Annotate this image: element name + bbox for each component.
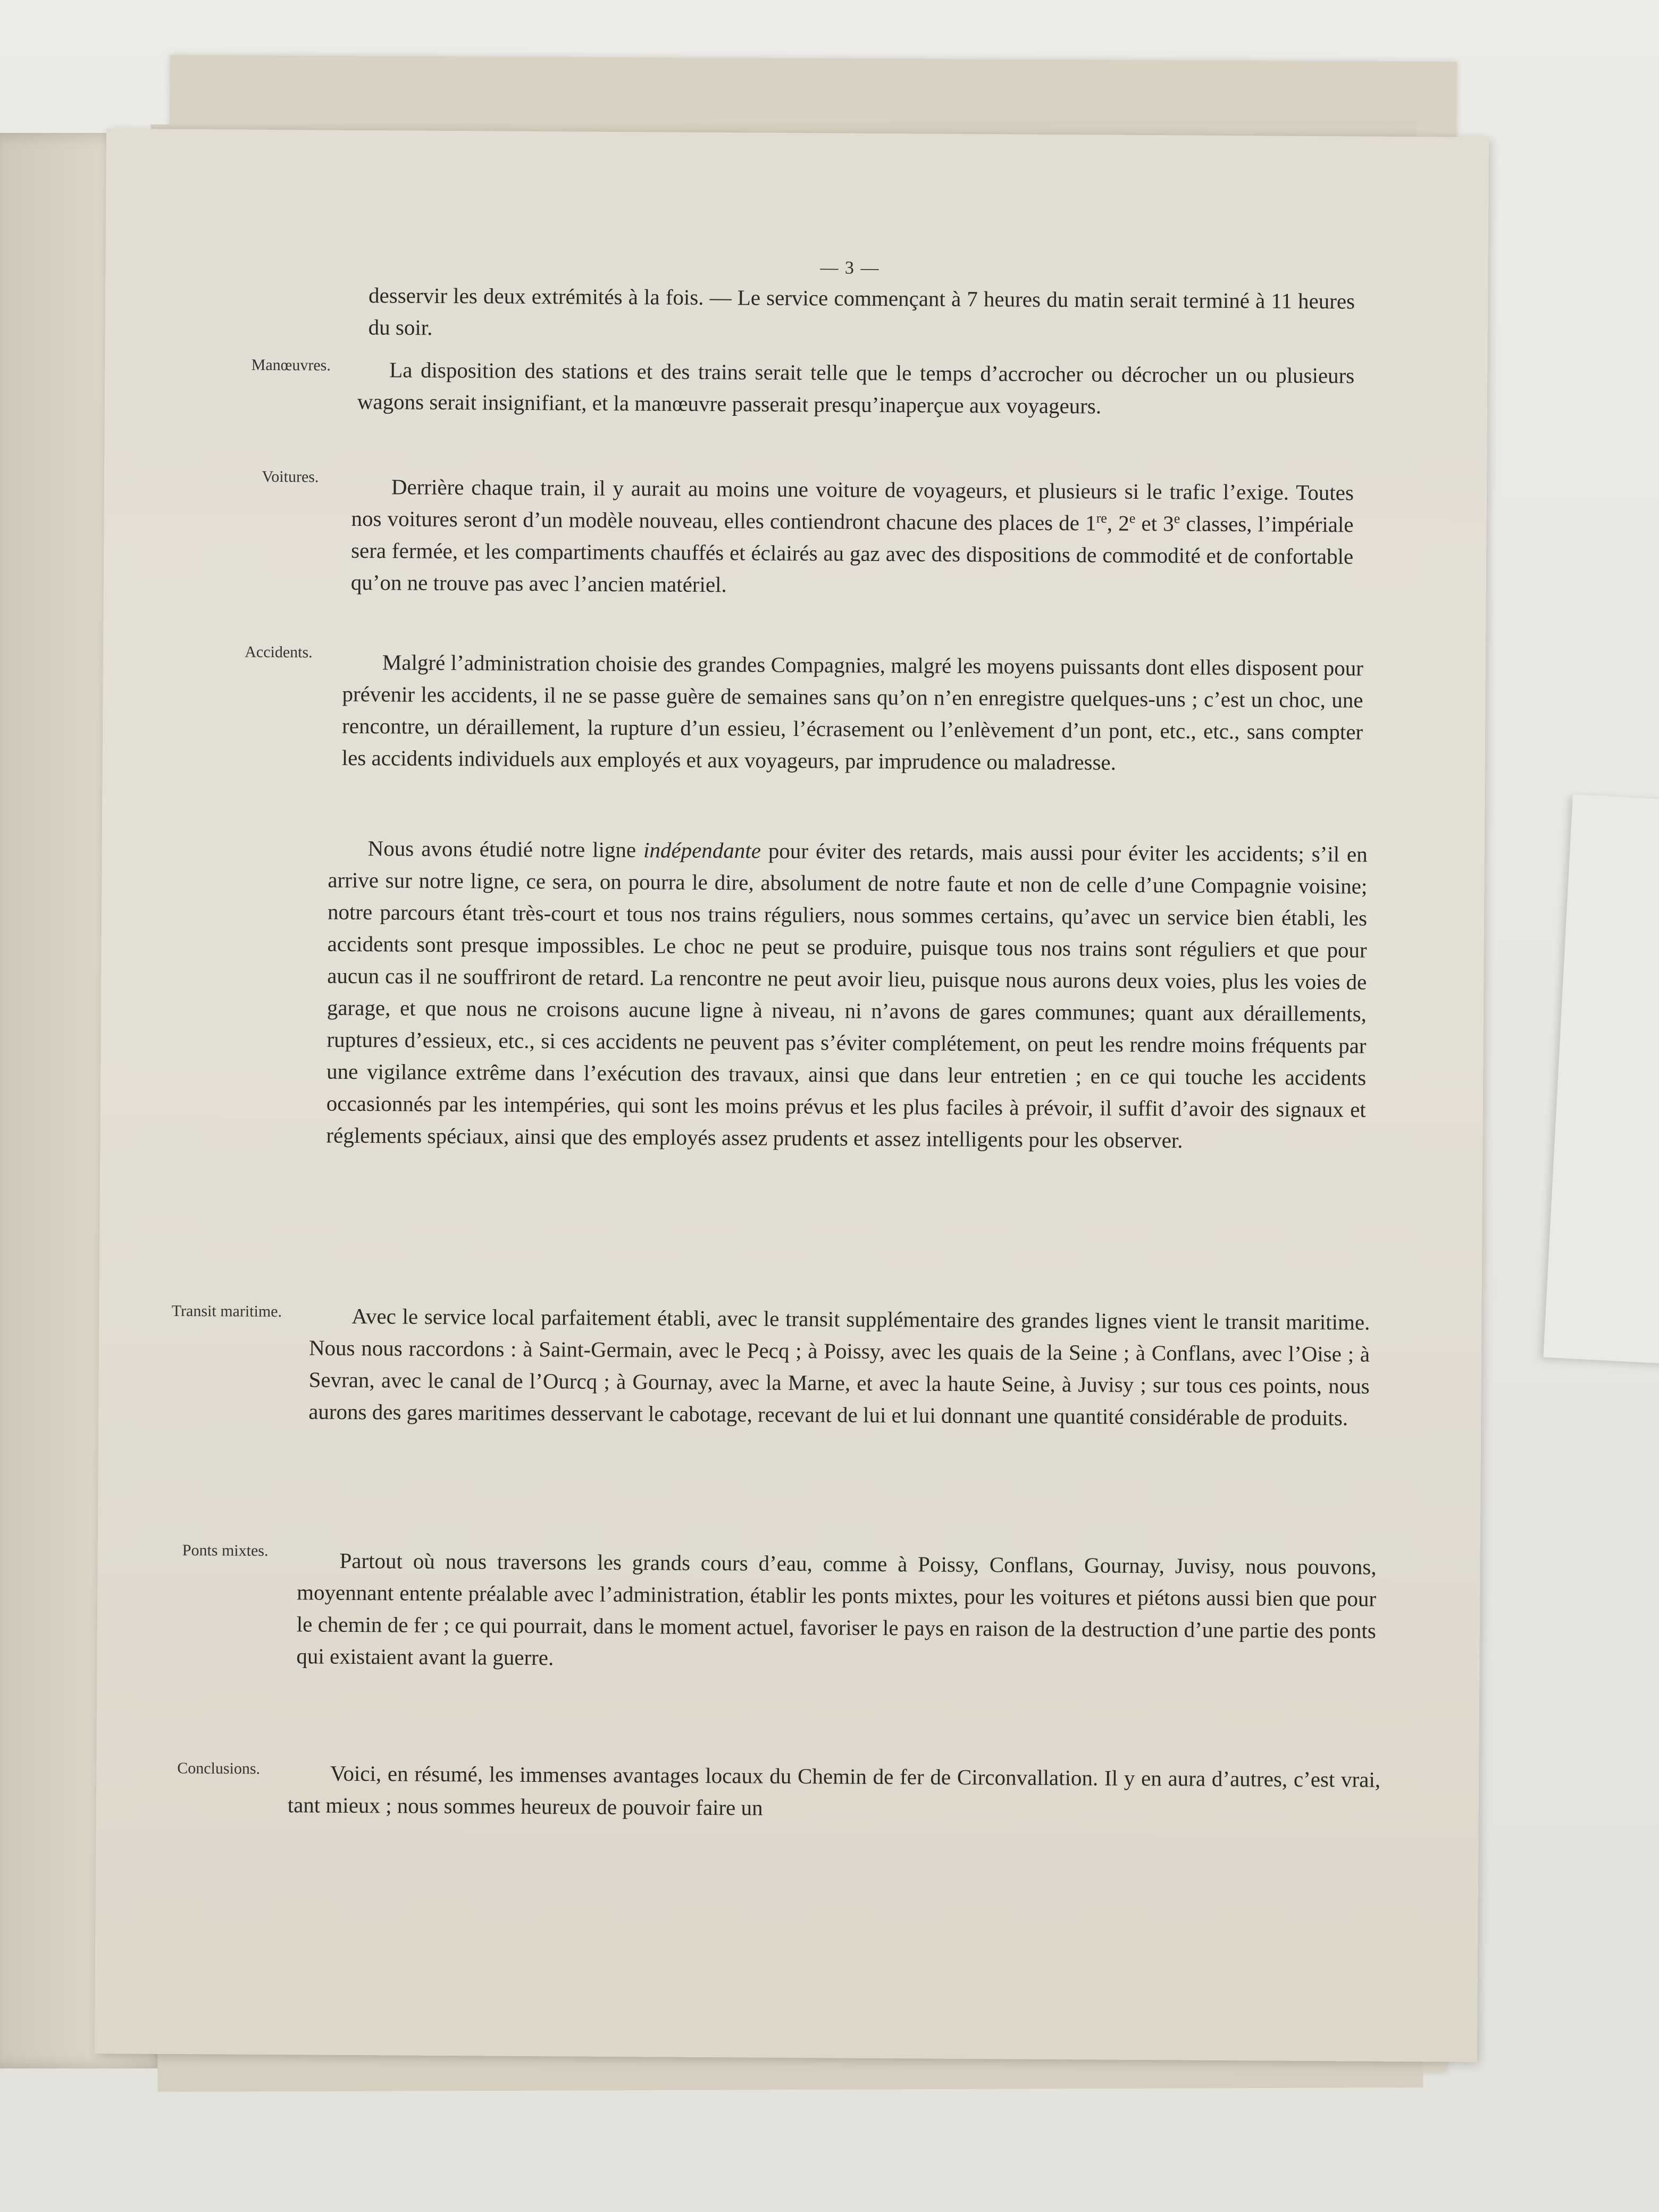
margin-label-ponts-mixtes: Ponts mixtes.: [182, 1541, 269, 1560]
margin-label-manoeuvres: Manœuvres.: [251, 356, 331, 374]
paragraph: La disposition des stations et des trains serait telle que le temps d’accrocher ou décrocher un ou plusieurs wagons serait insignifiant, et la manœuvre passerait presqu’inaperçue aux voyageurs.: [357, 357, 1355, 418]
voitures-text-c: et 3: [1135, 510, 1174, 536]
paragraph: Avec le service local parfaitement établi, avec le transit supplémentaire des grandes lignes vient le transit maritime. Nous nous raccordons : à Saint-Germain, avec le Pecq ; à Poissy, avec les quais de la Seine ; à Conflans, avec l’Oise ; à Sevran, avec le canal de l’Ourcq ; à Gournay, avec la Marne, et avec la haute Seine, à Juvisy ; sur tous ces points, nous aurons des gares maritimes desservant le cabotage, recevant de lui et lui donnant une quantité considérable de produits.: [308, 1303, 1370, 1430]
margin-label-conclusions: Conclusions.: [177, 1759, 261, 1778]
paragraph: Voici, en résumé, les immenses avantages locaux du Chemin de fer de Circonvallation. Il y en aura d’autres, c’est vrai, tant mieux ; nous sommes heureux de pouvoir faire un: [287, 1761, 1381, 1820]
voitures-text-a: Derrière chaque train, il y aurait au moins une voiture de voyageurs, et plusieurs si le trafic l’exige. Toutes nos voitures seront d’un modèle nouveau, elles contiendront chacune des places de 1: [351, 474, 1354, 535]
voitures-text-d: classes, l’impériale sera fermée, et les compartiments chauffés et éclairés au gaz avec des dispositions de commodité et de confortable qu’on ne trouve pas avec l’ancien matériel.: [350, 511, 1354, 597]
margin-label-transit-maritime: Transit maritime.: [171, 1302, 282, 1321]
superscript: e: [1129, 510, 1136, 526]
superscript: e: [1174, 510, 1180, 526]
paragraph: desservir les deux extrémités à la fois. — Le service commençant à 7 heures du matin serait terminé à 11 heures du soir.: [368, 283, 1355, 340]
document-page: [95, 129, 1489, 2062]
paragraph: Partout où nous traversons les grands cours d’eau, comme à Poissy, Conflans, Gournay, Juvisy, nous pouvons, moyennant entente préalable avec l’administration, établir les ponts mixtes, pour les voitures et piétons aussi bien que pour le chemin de fer ; ce qui pourrait, dans le moment actuel, favoriser le pays en raison de la destruction d’une partie des ponts qui existaient avant la guerre.: [296, 1548, 1377, 1670]
paragraph: Malgré l’administration choisie des grandes Compagnies, malgré les moyens puissants dont elles disposent pour prévenir les accidents, il ne se passe guère de semaines sans qu’on n’en enregistre quelques-uns ; c’est un choc, une rencontre, un déraillement, la rupture d’un essieu, l’écrasement ou l’enlèvement d’un pont, etc., etc., sans compter les accidents individuels aux employés et aux voyageurs, par imprudence ou maladresse.: [341, 650, 1364, 775]
superscript: re: [1096, 510, 1107, 526]
margin-label-voitures: Voitures.: [262, 467, 319, 486]
page-number: — 3 —: [820, 258, 880, 278]
voitures-text-b: , 2: [1107, 510, 1129, 535]
accidents-text-b: pour éviter des retards, mais aussi pour éviter les accidents; s’il en arrive sur notre ligne, ce sera, on pourra le dire, absolument de notre faute et non de celle d’une Compagnie voisine; notre parcours étant très-court et tous nos trains réguliers, nous sommes certains, qu’avec un service bien établi, les accidents sont presque impossibles. Le choc ne peut se produire, puisque tous nos trains sont réguliers et que pour aucun cas il ne souffriront de retard. La rencontre ne peut avoir lieu, puisque nous aurons deux voies, plus les voies de garage, et que nous ne croisons aucune ligne à niveau, ni n’avons de gares communes; quant aux déraillements, ruptures d’essieux, etc., si ces accidents ne peuvent pas s’éviter complétement, on peut les rendre moins fréquents par une vigilance extrême dans l’exécution des travaux, ainsi que dans leur entretien ; en ce qui touche les accidents occasionnés par les intempéries, qui sont les moins prévus et les plus faciles à prévoir, il suffit d’avoir des signaux et réglements spéciaux, ainsi que des employés assez prudents et assez intelligents pour les observer.: [326, 838, 1368, 1153]
margin-label-accidents: Accidents.: [245, 643, 313, 661]
paragraph: [351, 471, 1354, 605]
paragraph: [326, 832, 1368, 1158]
accidents-text-a: Nous avons étudié notre ligne: [367, 836, 644, 862]
italic-word: indépendante: [643, 837, 761, 863]
